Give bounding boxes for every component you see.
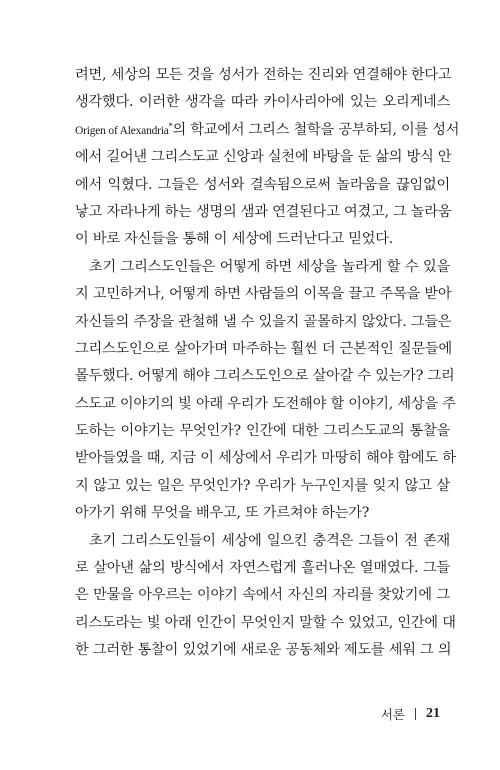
footnote-marker: * bbox=[168, 121, 173, 131]
latin-name: Origen of Alexandria bbox=[75, 124, 169, 137]
text-line: 에서 길어낸 그리스도교 신앙과 실천에 바탕을 둔 삶의 방식 안 bbox=[75, 149, 452, 166]
text-line: 려면, 세상의 모든 것을 성서가 전하는 진리와 연결해야 한다고 bbox=[75, 67, 452, 83]
text-line: 스도교 이야기의 빛 아래 우리가 도전해야 할 이야기, 세상을 주 bbox=[75, 395, 456, 412]
text-line: 리스도라는 빛 아래 인간이 무엇인지 말할 수 있었고, 인간에 대 bbox=[75, 614, 456, 631]
text-line: 몰두했다. 어떻게 해야 그리스도인으로 살아갈 수 있는가? 그리 bbox=[75, 368, 455, 385]
text-line: 받아들였을 때, 지금 이 세상에서 우리가 마땅히 해야 함에도 하 bbox=[75, 450, 456, 467]
text-line: 지 고민하거나, 어떻게 하면 사람들의 이목을 끌고 주목을 받아 bbox=[75, 286, 452, 303]
text-line: 그리스도인으로 살아가며 마주하는 훨씬 더 근본적인 질문들에 bbox=[75, 340, 452, 357]
body-text bbox=[75, 62, 460, 665]
text-line: 초기 그리스도인들은 어떻게 하면 세상을 놀라게 할 수 있을 bbox=[89, 258, 450, 275]
text-line: 이 바로 자신들을 통해 이 세상에 드러난다고 믿었다. bbox=[75, 231, 394, 248]
page-number: 21 bbox=[426, 706, 440, 721]
text-line: 은 만물을 아우르는 이야기 속에서 자신의 자리를 찾았기에 그 bbox=[75, 587, 450, 604]
text-line-rest: 의 학교에서 그리스 철학을 공부하되, 이를 성서 bbox=[172, 121, 460, 138]
text-line: 생각했다. 이러한 생각을 따라 카이사리아에 있는 오리게네스 bbox=[75, 94, 450, 111]
text-line: 한 그러한 통찰이 있었기에 새로운 공동체와 제도를 세워 그 의 bbox=[75, 642, 452, 659]
text-line bbox=[75, 117, 460, 144]
footer-divider bbox=[415, 708, 416, 720]
text-line: 낳고 자라나게 하는 생명의 샘과 연결된다고 여겼고, 그 놀라움 bbox=[75, 203, 452, 220]
page-footer bbox=[381, 705, 440, 723]
text-line: 자신들의 주장을 관철해 낼 수 있을지 골몰하지 않았다. 그들은 bbox=[75, 313, 452, 330]
text-line: 도하는 이야기는 무엇인가? 인간에 대한 그리스도교의 통찰을 bbox=[75, 423, 450, 440]
text-line: 초기 그리스도인들이 세상에 일으킨 충격은 그들이 전 존재 bbox=[89, 532, 450, 549]
text-line: 지 않고 있는 일은 무엇인가? 우리가 누구인지를 잊지 않고 살 bbox=[75, 477, 450, 494]
text-line: 로 살아낸 삶의 방식에서 자연스럽게 흘러나온 열매였다. 그들 bbox=[75, 560, 450, 577]
running-footer-section: 서론 bbox=[380, 707, 405, 722]
text-line: 에서 익혔다. 그들은 성서와 결속됨으로써 놀라움을 끊임없이 bbox=[75, 176, 450, 193]
text-line: 아가기 위해 무엇을 배우고, 또 가르쳐야 하는가? bbox=[75, 505, 370, 522]
